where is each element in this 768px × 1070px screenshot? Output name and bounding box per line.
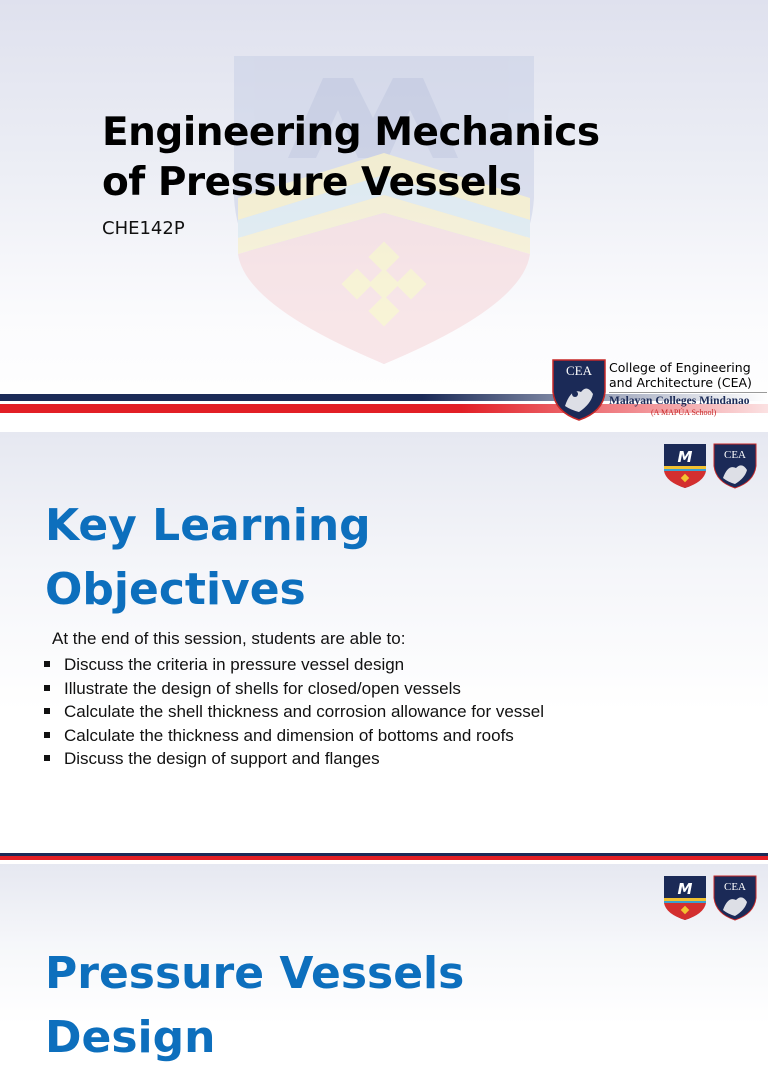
title-line-1: Engineering Mechanics — [102, 110, 600, 155]
list-item — [44, 747, 544, 771]
cea-shield-text: CEA — [724, 449, 747, 461]
presentation-title — [102, 108, 600, 208]
list-item — [44, 677, 544, 701]
college-nameplate — [609, 360, 767, 418]
heading-line-1: Key Learning — [45, 500, 371, 551]
cea-badge-text: CEA — [566, 363, 592, 378]
university-shield-watermark — [228, 48, 540, 368]
objective-text: Calculate the shell thickness and corrosion allowance for vessel — [64, 702, 545, 721]
course-code: CHE142P — [102, 218, 185, 239]
cea-shield-text: CEA — [724, 881, 747, 893]
bullet-icon — [44, 732, 50, 738]
pressure-vessels-slide — [0, 864, 768, 1063]
nameplate-divider — [609, 392, 767, 393]
bullet-icon — [44, 755, 50, 761]
slide-gap — [0, 424, 768, 432]
objectives-list — [44, 653, 544, 771]
objective-text: Illustrate the design of shells for closed/open vessels — [64, 678, 461, 698]
objective-text: Discuss the criteria in pressure vessel design — [64, 655, 405, 674]
slide-heading — [45, 494, 371, 622]
mcm-shield-letter: M — [677, 448, 693, 466]
objective-text: Calculate the thickness and dimension of bottoms and roofs — [64, 725, 514, 745]
cea-shield-logo — [551, 358, 607, 422]
school-tagline: (A MAPÚA School) — [651, 408, 717, 417]
mcm-shield-letter: M — [677, 880, 693, 898]
school-name: Malayan Colleges Mindanao — [609, 395, 750, 407]
heading-line-1: Pressure Vessels — [45, 948, 465, 999]
college-name-line-1: College of Engineering — [609, 360, 751, 375]
objectives-intro: At the end of this session, students are able to: — [52, 629, 406, 648]
slide-heading — [45, 942, 464, 1070]
list-item — [44, 653, 544, 677]
heading-line-2: Objectives — [45, 564, 306, 615]
bullet-icon — [44, 708, 50, 714]
bullet-icon — [44, 661, 50, 667]
header-logos — [662, 442, 758, 490]
cea-shield-icon — [712, 874, 758, 922]
bullet-icon — [44, 685, 50, 691]
title-slide — [0, 0, 768, 424]
mcm-shield-icon — [662, 442, 708, 490]
objective-text: Discuss the design of support and flanges — [64, 749, 380, 768]
objectives-slide — [0, 432, 768, 860]
mcm-shield-icon — [662, 874, 708, 922]
header-logos — [662, 874, 758, 922]
list-item — [44, 724, 544, 748]
heading-line-2: Design — [45, 1012, 216, 1063]
title-line-2: of Pressure Vessels — [102, 160, 522, 205]
college-name-line-2: and Architecture (CEA) — [609, 375, 752, 390]
list-item — [44, 700, 544, 724]
cea-shield-icon — [712, 442, 758, 490]
